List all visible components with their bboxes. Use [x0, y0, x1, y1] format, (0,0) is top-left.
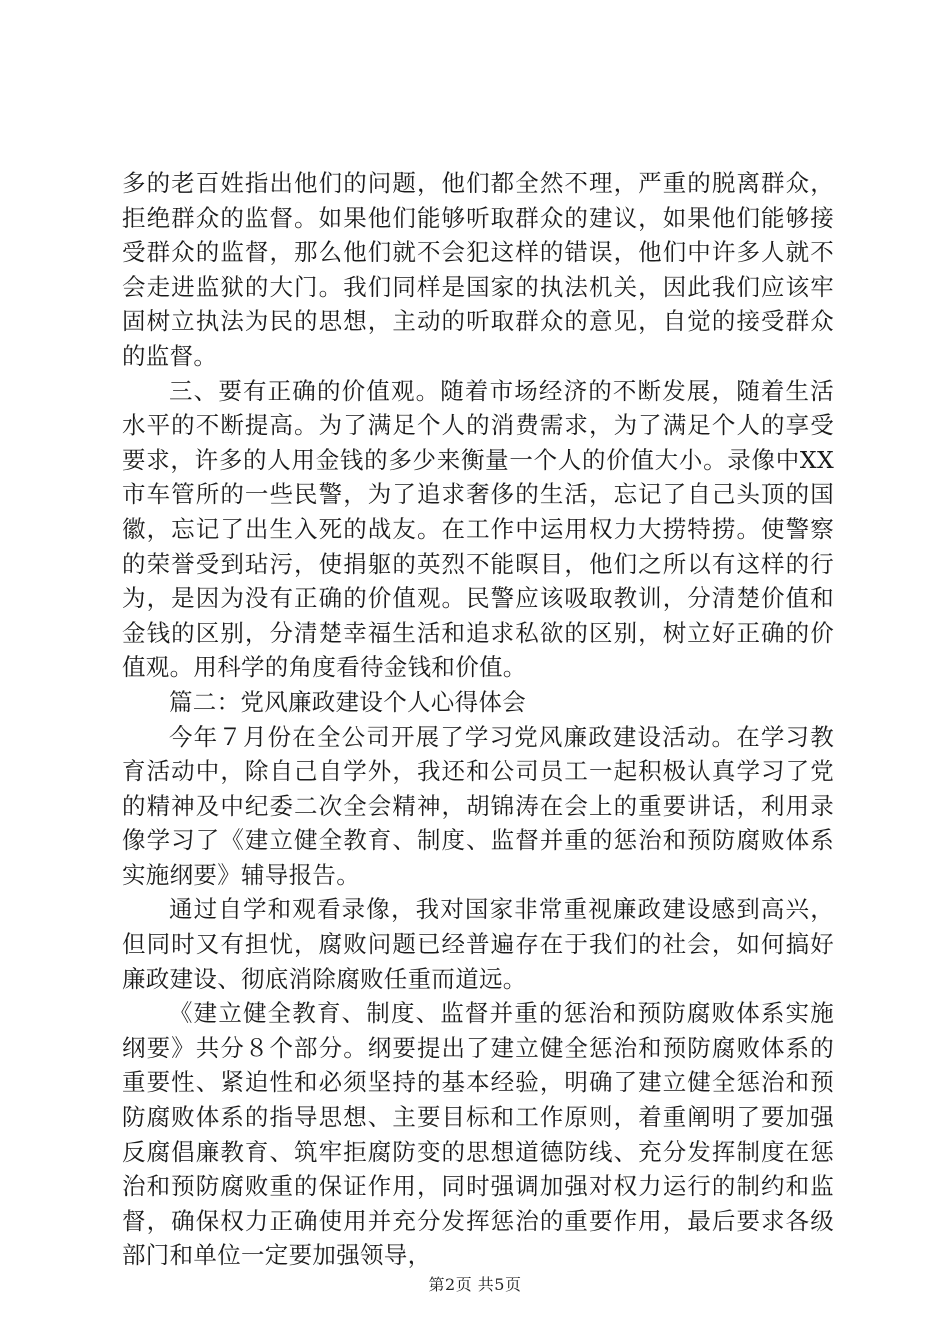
paragraph-self-study: 通过自学和观看录像，我对国家非常重视廉政建设感到高兴，但同时又有担忧，腐败问题已经普遍存在于我们的社会，如何搞好廉政建设、彻底消除腐败任重而道远。 [122, 895, 834, 993]
paragraph-outline-summary: 《建立健全教育、制度、监督并重的惩治和预防腐败体系实施纲要》共分８个部分。纲要提出了建立健全惩治和预防腐败体系的重要性、紧迫性和必须坚持的基本经验，明确了建立健全惩治和预防腐败体系的指导思想、主要目标和工作原则，着重阐明了要加强反腐倡廉教育、筑牢拒腐防变的思想道德防线、充分发挥制度在惩治和预防腐败重的保证作用，同时强调加强对权力运行的制约和监督，确保权力正确使用并充分发挥惩治的重要作用，最后要求各级部门和单位一定要加强领导， [122, 999, 834, 1270]
section-heading: 篇二：党风廉政建设个人心得体会 [169, 687, 526, 716]
page-number-footer: 第2页 共5页 [428, 1275, 522, 1294]
document-body [122, 166, 834, 1273]
paragraph-study-activity: 今年７月份在全公司开展了学习党风廉政建设活动。在学习教育活动中，除自己自学外，我还和公司员工一起积极认真学习了党的精神及中纪委二次全会精神，胡锦涛在会上的重要讲话，利用录像学习了《建立健全教育、制度、监督并重的惩治和预防腐败体系实施纲要》辅导报告。 [122, 722, 834, 889]
paragraph-continuation: 多的老百姓指出他们的问题，他们都全然不理，严重的脱离群众，拒绝群众的监督。如果他们能够听取群众的建议，如果他们能够接受群众的监督，那么他们就不会犯这样的错误，他们中许多人就不会走进监狱的大门。我们同样是国家的执法机关，因此我们应该牢固树立执法为民的思想，主动的听取群众的意见，自觉的接受群众的监督。 [122, 169, 834, 370]
paragraph-values-section: 三、要有正确的价值观。随着市场经济的不断发展，随着生活水平的不断提高。为了满足个人的消费需求，为了满足个人的享受要求，许多的人用金钱的多少来衡量一个人的价值大小。录像中XX市车管所的一些民警，为了追求奢侈的生活，忘记了自己头顶的国徽，忘记了出生入死的战友。在工作中运用权力大捞特捞。使警察的荣誉受到玷污，使捐躯的英烈不能暝目，他们之所以有这样的行为，是因为没有正确的价值观。民警应该吸取教训，分清楚价值和金钱的区别，分清楚幸福生活和追求私欲的区别，树立好正确的价值观。用科学的角度看待金钱和价值。 [122, 376, 834, 682]
